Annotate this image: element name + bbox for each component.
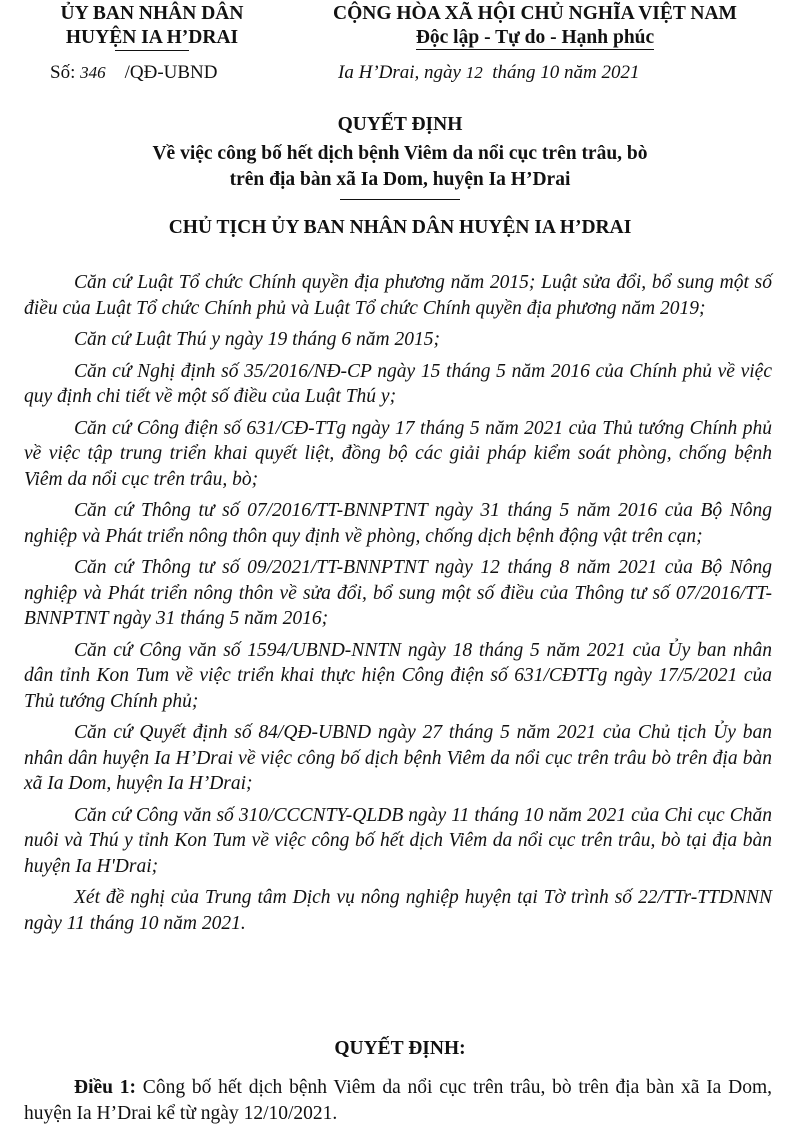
preamble-paragraph: Căn cứ Thông tư số 07/2016/TT-BNNPTNT ngày 31 tháng 5 năm 2016 của Bộ Nông nghiệp và Phát triển nông thôn quy định về phòng, chống dịch bệnh động vật trên cạn; [24,500,772,547]
decision-heading: QUYẾT ĐỊNH: [334,1038,466,1059]
agency-line-1: ỦY BAN NHÂN DÂN [60,3,244,24]
article-1-label: Điều 1: [74,1077,137,1098]
preamble-paragraph: Căn cứ Công điện số 631/CĐ-TTg ngày 17 tháng 5 năm 2021 của Thủ tướng Chính phủ về việc tập trung triển khai quyết liệt, đồng bộ các giải pháp kiểm soát phòng, chống bệnh Viêm da nổi cục trên trâu, bò; [24,417,772,490]
document-title: QUYẾT ĐỊNH [337,114,463,135]
preamble-paragraph: Căn cứ Quyết định số 84/QĐ-UBND ngày 27 tháng 5 năm 2021 của Chủ tịch Ủy ban nhân dân huyện Ia H’Drai về việc công bố dịch bệnh Viêm da nổi cục trên trâu bò trên địa bàn xã Ia Dom, huyện Ia H’Drai; [24,722,772,794]
national-motto: Độc lập - Tự do - Hạnh phúc [415,27,655,48]
agency-line-2: HUYỆN IA H’DRAI [65,27,239,48]
agency-underline [115,50,189,51]
preamble-paragraph: Xét đề nghị của Trung tâm Dịch vụ nông nghiệp huyện tại Tờ trình số 22/TTr-TTDNNN ngày 11 tháng 10 năm 2021. [24,887,772,934]
subject-line-2: trên địa bàn xã Ia Dom, huyện Ia H’Drai [229,169,571,190]
subject-line-1: Về việc công bố hết dịch bệnh Viêm da nổi cục trên trâu, bò [152,143,648,164]
country-name: CỘNG HÒA XÃ HỘI CHỦ NGHĨA VIỆT NAM [333,3,737,24]
document-header [0,0,800,90]
document-subject [0,141,800,193]
document-number [50,62,218,84]
article-1-text: Công bố hết dịch bệnh Viêm da nổi cục trên trâu, bò trên địa bàn xã Ia Dom, huyện Ia H’Drai kể từ ngày 12/10/2021. [24,1077,772,1124]
title-underline [340,199,460,200]
date-prefix: Ia H’Drai, ngày [338,62,466,83]
preamble-paragraph: Căn cứ Công văn số 310/CCCNTY-QLDB ngày 11 tháng 10 năm 2021 của Chi cục Chăn nuôi và Thú y tỉnh Kon Tum về việc công bố hết dịch Viêm da nổi cục trên trâu, bò tại địa bàn huyện Ia H'Drai; [24,804,772,877]
preamble-paragraph: Căn cứ Luật Thú y ngày 19 tháng 6 năm 2015; [74,329,440,350]
national-heading [296,2,774,50]
preamble-paragraph: Căn cứ Thông tư số 09/2021/TT-BNNPTNT ngày 12 tháng 8 năm 2021 của Bộ Nông nghiệp và Phát triển nông thôn về sửa đổi, bổ sung một số điều của Thông tư số 07/2016/TT-BNNPTNT ngày 31 tháng 5 năm 2016; [24,557,772,629]
preamble [24,270,772,942]
issuing-authority: CHỦ TỊCH ỦY BAN NHÂN DÂN HUYỆN IA H’DRAI [168,217,632,238]
document-date [338,62,639,84]
preamble-paragraph: Căn cứ Nghị định số 35/2016/NĐ-CP ngày 15 tháng 5 năm 2016 của Chính phủ về việc quy định chi tiết về một số điều của Luật Thú y; [24,360,772,407]
date-suffix: tháng 10 năm 2021 [482,62,640,83]
date-day: 12 [465,63,483,82]
preamble-paragraph: Căn cứ Luật Tổ chức Chính quyền địa phương năm 2015; Luật sửa đổi, bổ sung một số điều của Luật Tổ chức Chính phủ và Luật Tổ chức Chính quyền địa phương năm 2019; [24,272,772,319]
preamble-paragraph: Căn cứ Công văn số 1594/UBND-NNTN ngày 18 tháng 5 năm 2021 của Ủy ban nhân dân tỉnh Kon Tum về việc triển khai thực hiện Công điện số 631/CĐTTg ngày 17/5/2021 của Thủ tướng Chính phủ; [24,639,772,712]
issuing-agency [28,2,276,51]
doc-number-value: 346 [80,63,106,82]
doc-number-prefix: Số: [50,62,81,83]
doc-number-suffix: /QĐ-UBND [105,62,218,83]
article-1 [24,1075,772,1126]
